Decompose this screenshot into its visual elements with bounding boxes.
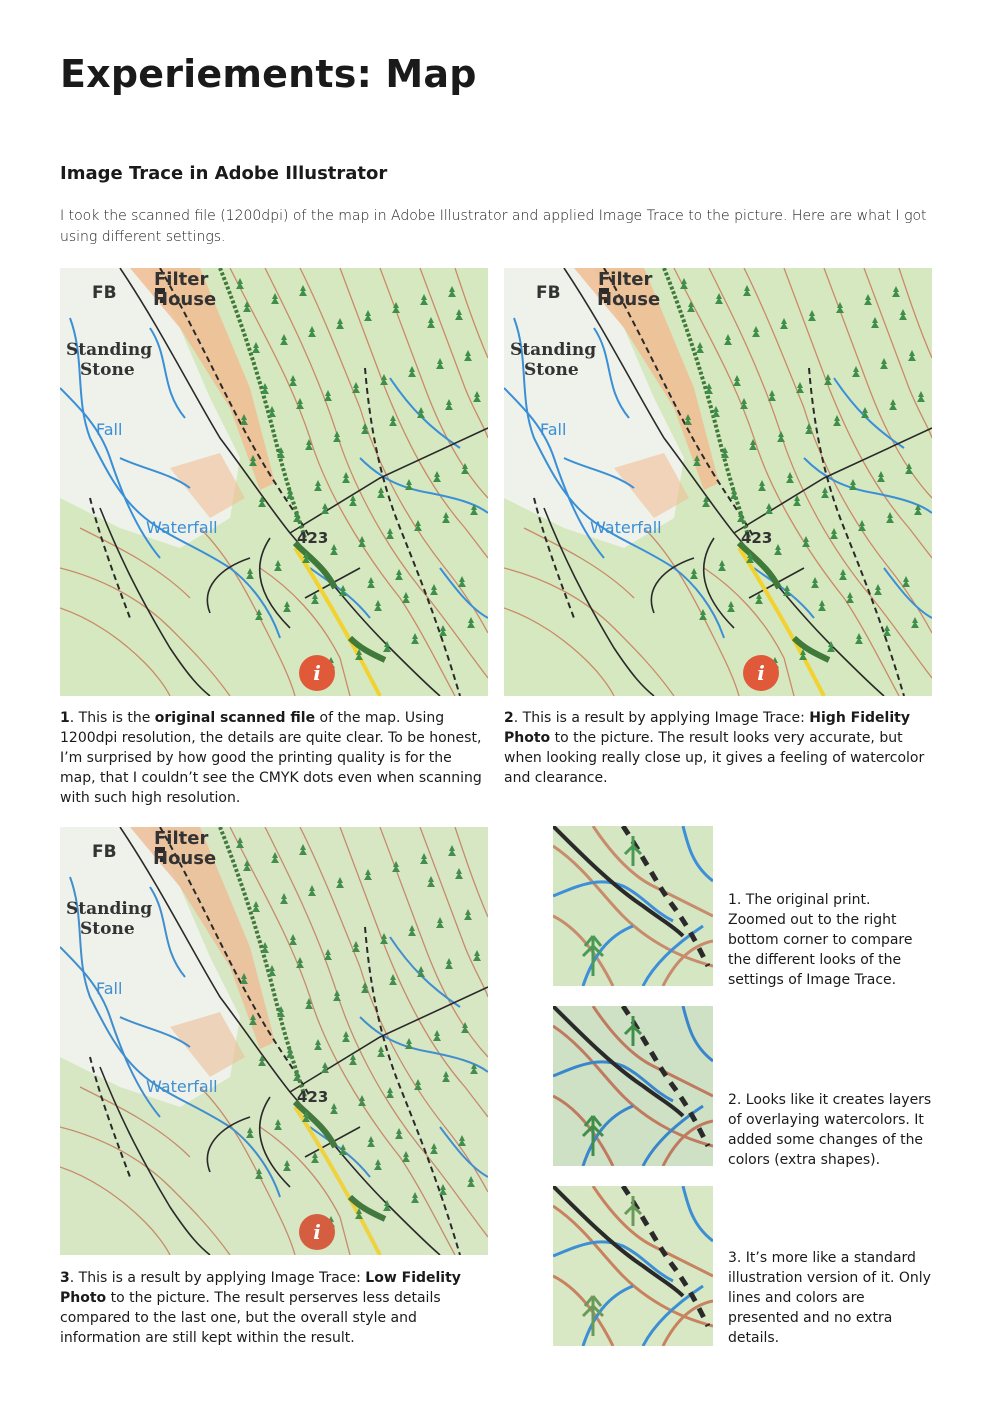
caption-1-pre: . This is the (69, 710, 155, 726)
map-high-fidelity-trace (504, 268, 932, 696)
caption-3-post: to the picture. The result perserves less details compared to the last one, but the overall style and information are still kept within the result. (60, 1290, 441, 1346)
caption-2 (504, 708, 934, 788)
caption-2-pre: . This is a result by applying Image Trace: (513, 710, 810, 726)
caption-3-bold: Low Fidelity Photo (60, 1270, 461, 1306)
caption-2-post: to the picture. The result looks very accurate, but when looking really close up, it gives a feeling of watercolor and clearance. (504, 730, 925, 786)
map-label-standing: Standing (66, 899, 153, 919)
map-label-fall: Fall (540, 420, 567, 439)
zoom-note-1-text: 1. The original print. Zoomed out to the right bottom corner to compare the different looks of the settings of Image Trace. (728, 892, 913, 988)
caption-3 (60, 1268, 470, 1348)
caption-2-number: 2 (504, 710, 514, 726)
map-label-house: House (597, 289, 661, 310)
section-heading: Image Trace in Adobe Illustrator (60, 163, 388, 184)
map-label-standing: Standing (66, 340, 153, 360)
zoom-crop-original (553, 826, 713, 986)
map-label-stone: Stone (80, 919, 135, 939)
map-low-fidelity-trace (60, 827, 488, 1255)
caption-1-bold: original scanned file (154, 710, 316, 726)
caption-2-bold: High Fidelity Photo (504, 710, 910, 746)
map-label-fb: FB (536, 283, 561, 303)
map-label-waterfall: Waterfall (146, 518, 218, 537)
caption-1-post: of the map. Using 1200dpi resolution, the details are quite clear. To be honest, I’m surprised by how good the printing quality is for the map, that I couldn’t see the CMYK dots even when scanning with such high resolution. (60, 710, 482, 806)
zoom-note-2-text: 2. Looks like it creates layers of overlaying watercolors. It added some changes of the colors (extra shapes). (728, 1092, 932, 1168)
map-label-height: 423 (297, 529, 329, 547)
caption-3-number: 3 (60, 1270, 70, 1286)
page-title: Experiements: Map (60, 52, 477, 96)
zoom-note-3 (728, 1248, 933, 1348)
zoom-note-3-text: 3. It’s more like a standard illustration version of it. Only lines and colors are presented and no extra details. (728, 1250, 931, 1346)
map-label-fb: FB (92, 283, 117, 303)
map-label-filter: Filter (154, 828, 209, 849)
zoom-crop-high-fidelity (553, 1006, 713, 1166)
map-original-scan (60, 268, 488, 696)
zoom-note-1 (728, 890, 933, 990)
map-label-house: House (153, 289, 217, 310)
map-label-standing: Standing (510, 340, 597, 360)
map-label-stone: Stone (80, 360, 135, 380)
map-label-fall: Fall (96, 420, 123, 439)
caption-1 (60, 708, 488, 808)
map-label-fall: Fall (96, 979, 123, 998)
map-label-house: House (153, 848, 217, 869)
map-label-filter: Filter (598, 269, 653, 290)
zoom-note-2 (728, 1090, 933, 1170)
map-label-stone: Stone (524, 360, 579, 380)
map-label-fb: FB (92, 842, 117, 862)
info-icon: i (757, 661, 765, 685)
map-label-waterfall: Waterfall (146, 1077, 218, 1096)
info-icon: i (313, 661, 321, 685)
caption-1-number: 1 (60, 710, 70, 726)
info-icon: i (313, 1220, 321, 1244)
map-label-waterfall: Waterfall (590, 518, 662, 537)
caption-3-pre: . This is a result by applying Image Trace: (69, 1270, 366, 1286)
zoom-crop-low-fidelity (553, 1186, 713, 1346)
intro-paragraph: I took the scanned file (1200dpi) of the map in Adobe Illustrator and applied Image Trace to the picture. Here are what I got using different settings. (60, 208, 927, 245)
map-label-height: 423 (741, 529, 773, 547)
map-label-filter: Filter (154, 269, 209, 290)
map-label-height: 423 (297, 1088, 329, 1106)
